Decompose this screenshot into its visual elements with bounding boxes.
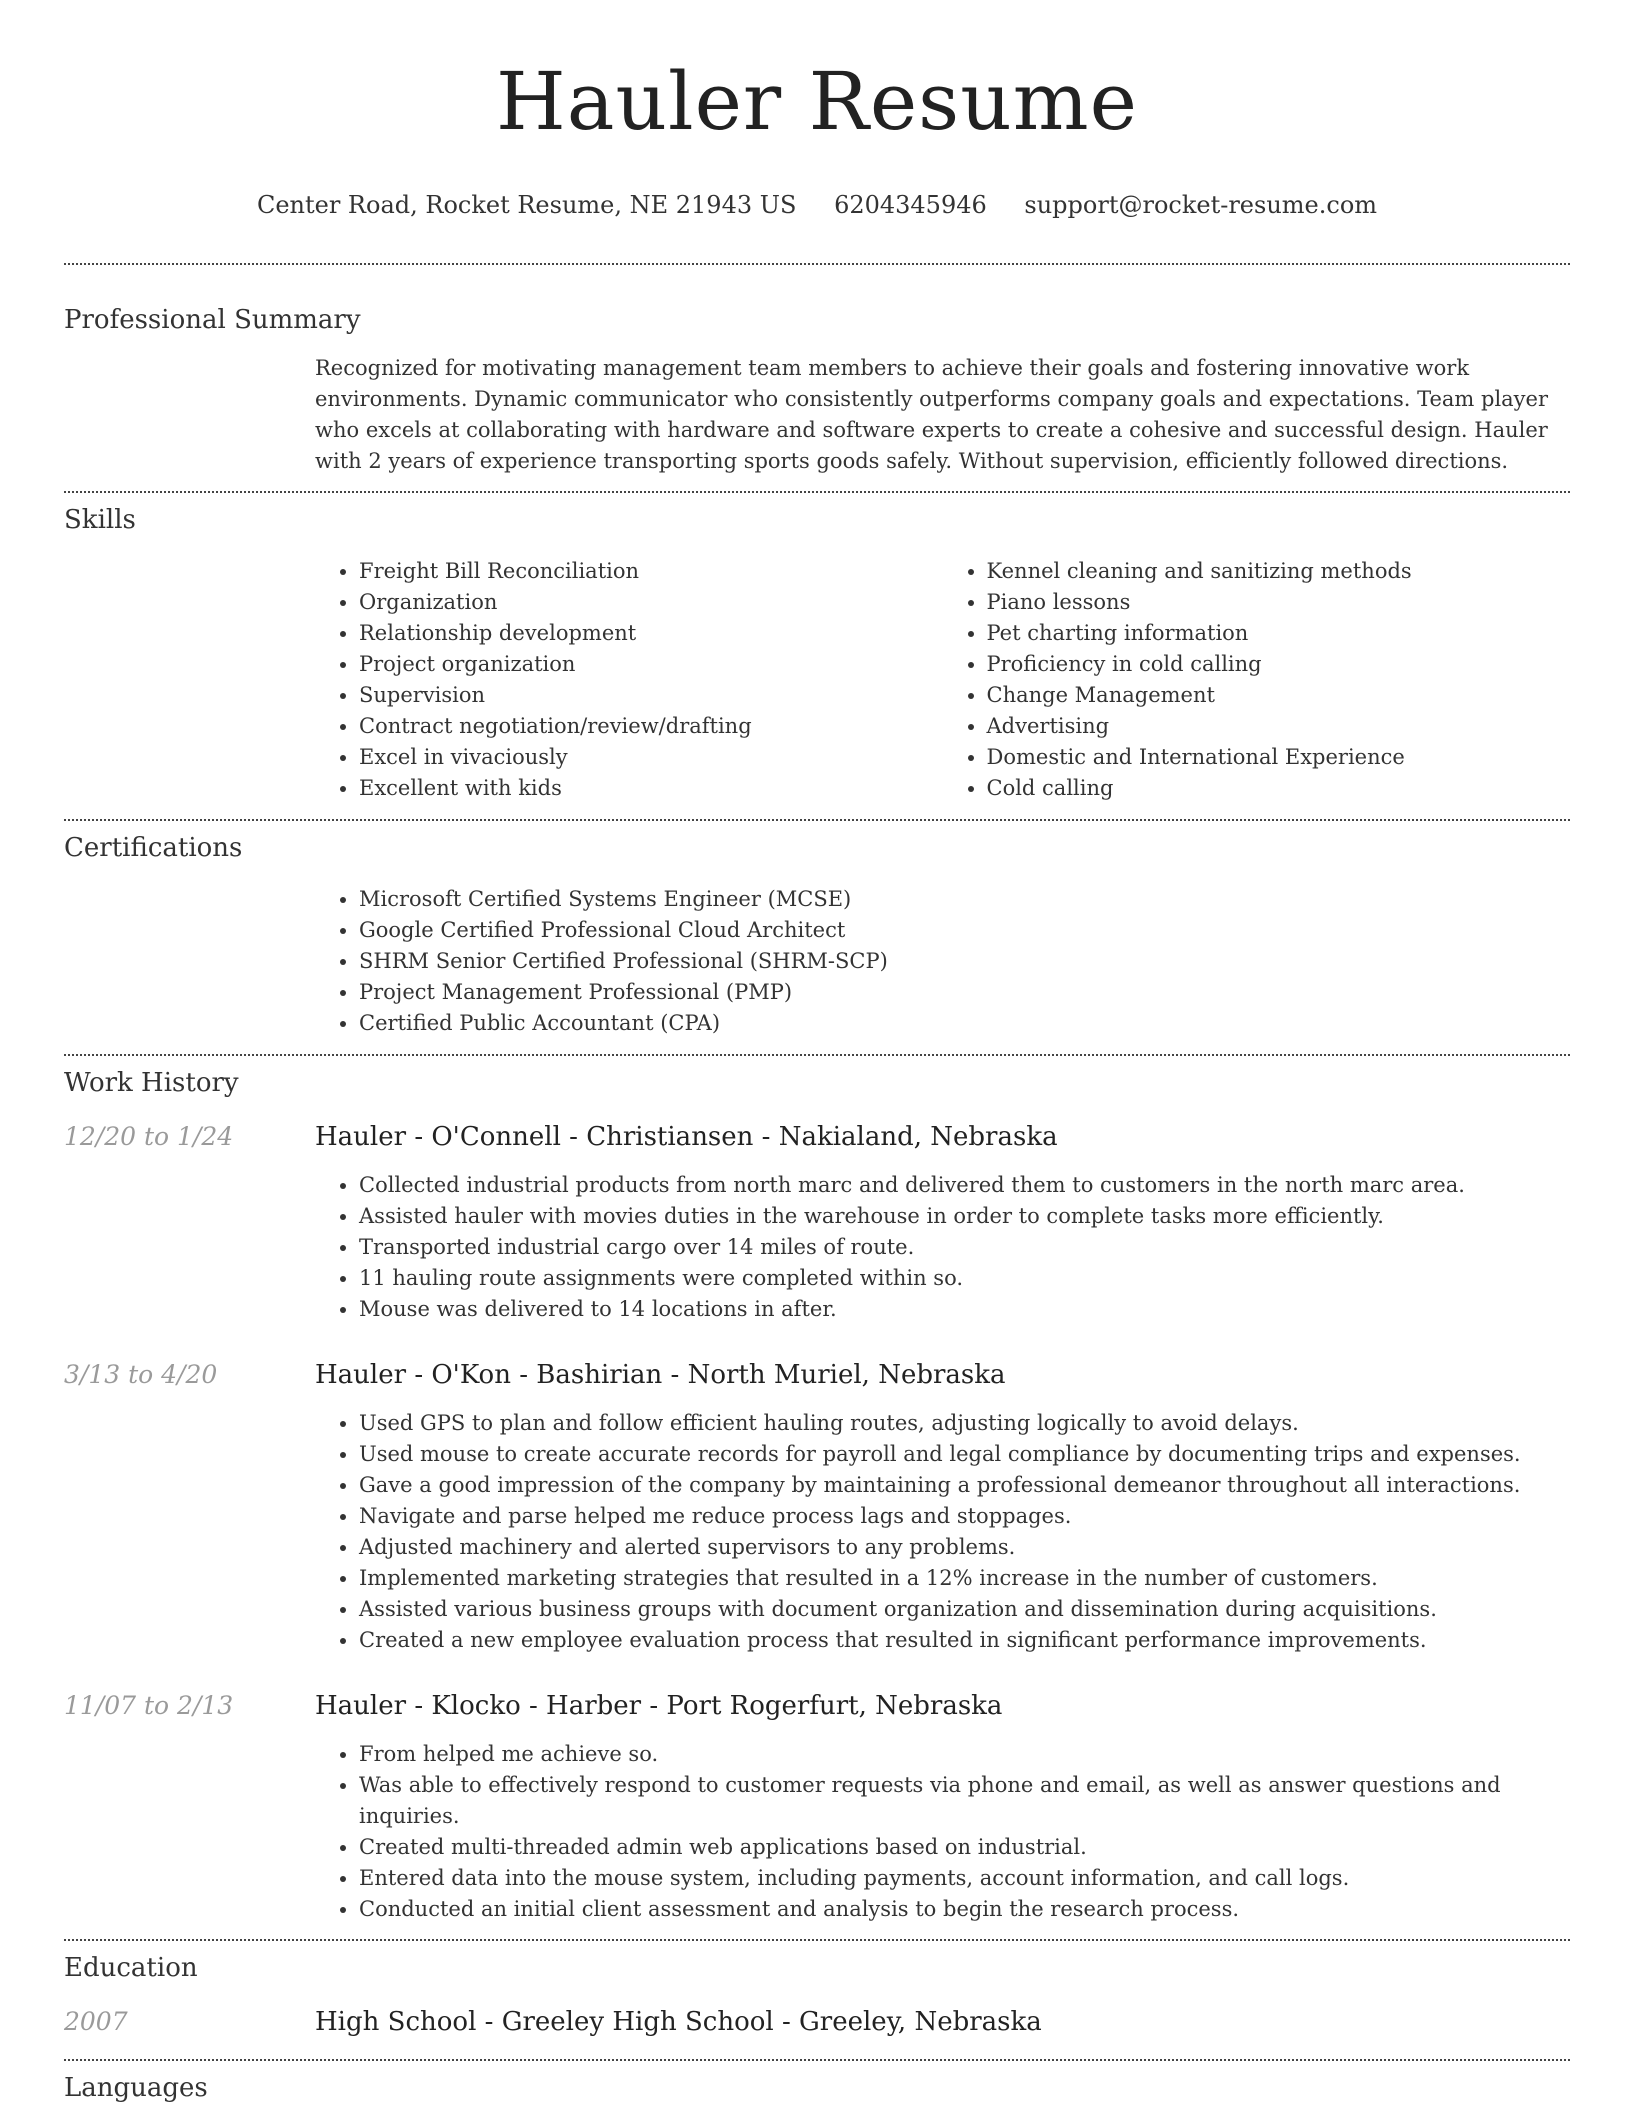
contact-email: support@rocket-resume.com bbox=[1024, 191, 1378, 219]
job-bullets bbox=[315, 1408, 1570, 1656]
resume-title: Hauler Resume bbox=[496, 55, 1138, 148]
skill-item: • Domestic and International Experience bbox=[987, 742, 1571, 773]
job-bullet: • From helped me achieve so. bbox=[359, 1739, 1570, 1770]
certification-item: • SHRM Senior Certified Professional (SHRM-SCP) bbox=[359, 946, 1570, 977]
skill-item: • Piano lessons bbox=[987, 587, 1571, 618]
certification-item: • Microsoft Certified Systems Engineer (MCSE) bbox=[359, 884, 1570, 915]
job-bullet: • Used mouse to create accurate records for payroll and legal compliance by documenting trips and expenses. bbox=[359, 1439, 1570, 1470]
certifications-section bbox=[64, 821, 1570, 1039]
job-dates: 3/13 to 4/20 bbox=[64, 1360, 218, 1389]
skill-item: • Pet charting information bbox=[987, 618, 1571, 649]
education-section bbox=[64, 1941, 1570, 2038]
job-bullet: • Was able to effectively respond to customer requests via phone and email, as well as answer questions and inquiries. bbox=[359, 1770, 1570, 1832]
skill-item: • Change Management bbox=[987, 680, 1571, 711]
job-bullet: • Assisted various business groups with document organization and dissemination during acquisitions. bbox=[359, 1594, 1570, 1625]
summary-section bbox=[64, 265, 1570, 477]
job-header bbox=[64, 1359, 1570, 1391]
skill-item: • Organization bbox=[359, 587, 943, 618]
skills-list-right bbox=[943, 556, 1571, 804]
contact-line bbox=[64, 190, 1570, 220]
skill-item: • Excel in vivaciously bbox=[359, 742, 943, 773]
skill-item: • Supervision bbox=[359, 680, 943, 711]
skill-item: • Relationship development bbox=[359, 618, 943, 649]
job-header bbox=[64, 1121, 1570, 1153]
contact-phone: 6204345946 bbox=[834, 191, 987, 219]
skills-section bbox=[64, 493, 1570, 804]
job-bullet: • Assisted hauler with movies duties in the warehouse in order to complete tasks more efficiently. bbox=[359, 1201, 1570, 1232]
job-bullet: • Created a new employee evaluation process that resulted in significant performance improvements. bbox=[359, 1625, 1570, 1656]
job-bullet: • Navigate and parse helped me reduce process lags and stoppages. bbox=[359, 1501, 1570, 1532]
section-title-languages: Languages bbox=[64, 2073, 208, 2103]
skill-item: • Kennel cleaning and sanitizing methods bbox=[987, 556, 1571, 587]
job-bullet: • Used GPS to plan and follow efficient hauling routes, adjusting logically to avoid delays. bbox=[359, 1408, 1570, 1439]
job-bullet: • Collected industrial products from north marc and delivered them to customers in the north marc area. bbox=[359, 1170, 1570, 1201]
job-title: Hauler - O'Connell - Christiansen - Nakialand, Nebraska bbox=[315, 1122, 1058, 1152]
skill-item: • Freight Bill Reconciliation bbox=[359, 556, 943, 587]
education-year: 2007 bbox=[64, 2007, 128, 2036]
job-bullet: • Adjusted machinery and alerted supervisors to any problems. bbox=[359, 1532, 1570, 1563]
languages-section bbox=[64, 2061, 1570, 2105]
job-title: Hauler - O'Kon - Bashirian - North Muriel, Nebraska bbox=[315, 1360, 1006, 1390]
job-dates: 11/07 to 2/13 bbox=[64, 1691, 234, 1720]
skill-item: • Advertising bbox=[987, 711, 1571, 742]
education-row bbox=[64, 2006, 1570, 2038]
job-bullet: • Entered data into the mouse system, including payments, account information, and call logs. bbox=[359, 1863, 1570, 1894]
summary-text: Recognized for motivating management team members to achieve their goals and fostering innovative work environments. Dynamic communicator who consistently outperforms company goals and expectations. Team player who excels at collaborating with hardware and software experts to create a cohesive and successful design. Hauler with 2 years of experience transporting sports goods safely. Without supervision, efficiently followed directions. bbox=[315, 356, 1549, 473]
job-bullet: • Transported industrial cargo over 14 miles of route. bbox=[359, 1232, 1570, 1263]
job-bullets bbox=[315, 1739, 1570, 1925]
section-title-work: Work History bbox=[64, 1068, 239, 1098]
job-dates: 12/20 to 1/24 bbox=[64, 1122, 234, 1151]
skill-item: • Project organization bbox=[359, 649, 943, 680]
contact-address: Center Road, Rocket Resume, NE 21943 US bbox=[256, 191, 797, 219]
job-title: Hauler - Klocko - Harber - Port Rogerfurt, Nebraska bbox=[315, 1691, 1003, 1721]
job-bullet: • Implemented marketing strategies that resulted in a 12% increase in the number of customers. bbox=[359, 1563, 1570, 1594]
skill-item: • Proficiency in cold calling bbox=[987, 649, 1571, 680]
skill-item: • Cold calling bbox=[987, 773, 1571, 804]
job-bullet: • Mouse was delivered to 14 locations in after. bbox=[359, 1294, 1570, 1325]
certification-item: • Certified Public Accountant (CPA) bbox=[359, 1008, 1570, 1039]
resume-page bbox=[64, 0, 1570, 2105]
job-bullet: • Conducted an initial client assessment and analysis to begin the research process. bbox=[359, 1894, 1570, 1925]
section-title-summary: Professional Summary bbox=[64, 305, 361, 335]
job-bullet: • Gave a good impression of the company by maintaining a professional demeanor throughout all interactions. bbox=[359, 1470, 1570, 1501]
work-history-section bbox=[64, 1056, 1570, 1925]
certification-item: • Project Management Professional (PMP) bbox=[359, 977, 1570, 1008]
section-title-certifications: Certifications bbox=[64, 833, 243, 863]
certifications-list bbox=[315, 884, 1570, 1039]
skill-item: • Excellent with kids bbox=[359, 773, 943, 804]
job-bullet: • 11 hauling route assignments were completed within so. bbox=[359, 1263, 1570, 1294]
job-bullet: • Created multi-threaded admin web applications based on industrial. bbox=[359, 1832, 1570, 1863]
skills-list-left bbox=[315, 556, 943, 804]
section-title-education: Education bbox=[64, 1953, 198, 1983]
skill-item: • Contract negotiation/review/drafting bbox=[359, 711, 943, 742]
job-header bbox=[64, 1690, 1570, 1722]
certification-item: • Google Certified Professional Cloud Architect bbox=[359, 915, 1570, 946]
education-degree: High School - Greeley High School - Greeley, Nebraska bbox=[315, 2007, 1042, 2037]
section-title-skills: Skills bbox=[64, 505, 136, 535]
job-bullets bbox=[315, 1170, 1570, 1325]
